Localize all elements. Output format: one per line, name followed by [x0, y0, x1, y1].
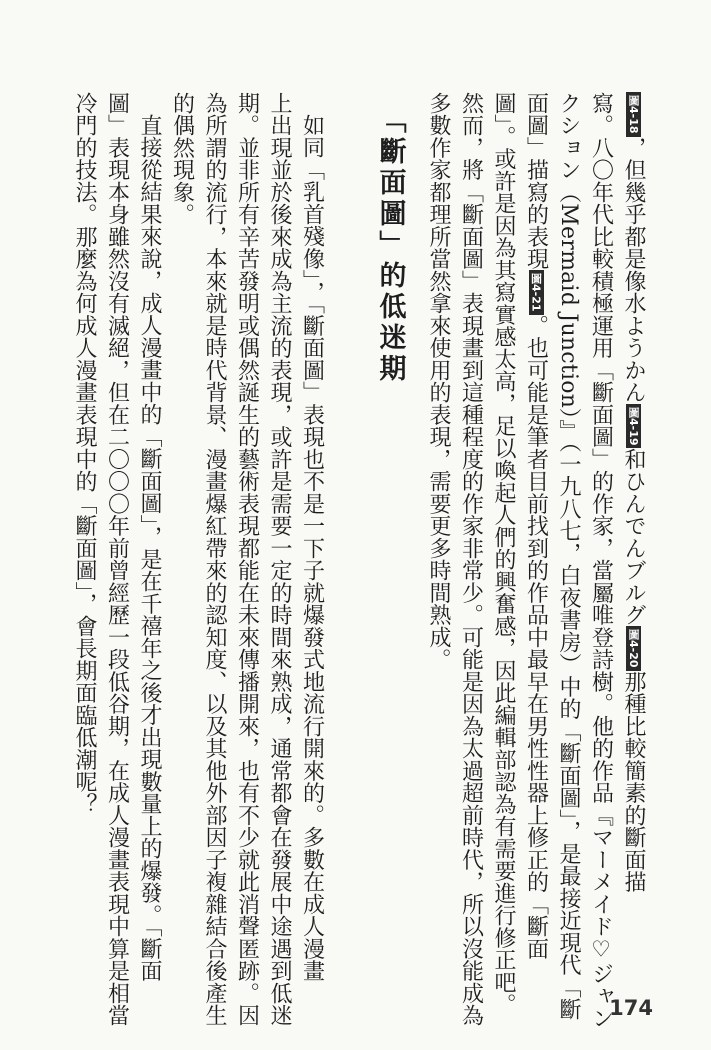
figure-reference-badge: 圖4-18 [626, 92, 641, 137]
text-line: 寫。八〇年代比較積極運用「斷面圖」的作家，當屬唯登詩樹。他的作品『マーメイド♡ジャン [588, 92, 614, 1030]
text-line: 多數作家都理所當然拿來使用的表現，需要更多時間熟成。 [426, 92, 451, 671]
figure-reference-badge: 圖4-21 [529, 270, 544, 315]
page-number: 174 [609, 996, 653, 1020]
text-line: 圖」。或許是因為其寫實感太高，足以喚起人們的興奮感，因此編輯部認為有需要進行修正吧。 [491, 92, 516, 1016]
text-line: 的偶然現象。 [169, 92, 195, 226]
text-line: クション（Mermaid Junction）』（一九八七，白夜書房）中的「斷面圖」，是最接近現代「斷 [556, 92, 581, 1021]
section-spacer [328, 92, 344, 972]
figure-reference-badge: 圖4-20 [626, 626, 641, 671]
text-line: 期。並非所有辛苦發明或偶然誕生的藝術表現都能在未來傳播開來，也有不少就此消聲匿跡。因 [234, 92, 260, 1027]
text-line: 冷門的技法。那麼為何成人漫畫表現中的「斷面圖」，會長期面臨低潮呢？ [72, 92, 97, 816]
section-spacer [406, 92, 422, 972]
figure-reference-badge: 圖4-19 [626, 404, 641, 449]
section-heading: 「斷面圖」的低迷期 [374, 106, 406, 385]
text-line: 面圖」描寫的表現圖4-21。也可能是筆者目前找到的作品中最早在男性性器上修正的「斷面 [523, 92, 549, 960]
text-line: 直接從結果來說，成人漫畫中的「斷面圖」，是在千禧年之後才出現數量上的爆發。「斷面 [137, 114, 162, 982]
text-line: 為所謂的流行，本來就是時代背景、漫畫爆紅帶來的認知度、以及其他外部因子複雜結合後產生 [202, 92, 227, 1027]
text-line: 如同「乳首殘像」，「斷面圖」表現也不是一下子就爆發式地流行開來的。多數在成人漫畫 [299, 114, 325, 982]
text-line: 圖4-18，但幾乎都是像水ようかん圖4-19和ひんでんブルグ圖4-20那種比較簡素的斷面描 [617, 92, 650, 972]
text-line: 上出現並於後來成為主流的表現，或許是需要一定的時間來熟成，通常都會在發展中途遇到低迷 [267, 92, 292, 1027]
text-line: 圖」表現本身雖然沒有滅絕，但在二〇〇〇年前曾經歷一段低谷期，在成人漫畫表現中算是相當 [104, 92, 130, 1027]
text-line: 然而，將「斷面圖」表現畫到這種程度的作家非常少。可能是因為太過超前時代，所以沒能成為 [458, 92, 484, 1027]
